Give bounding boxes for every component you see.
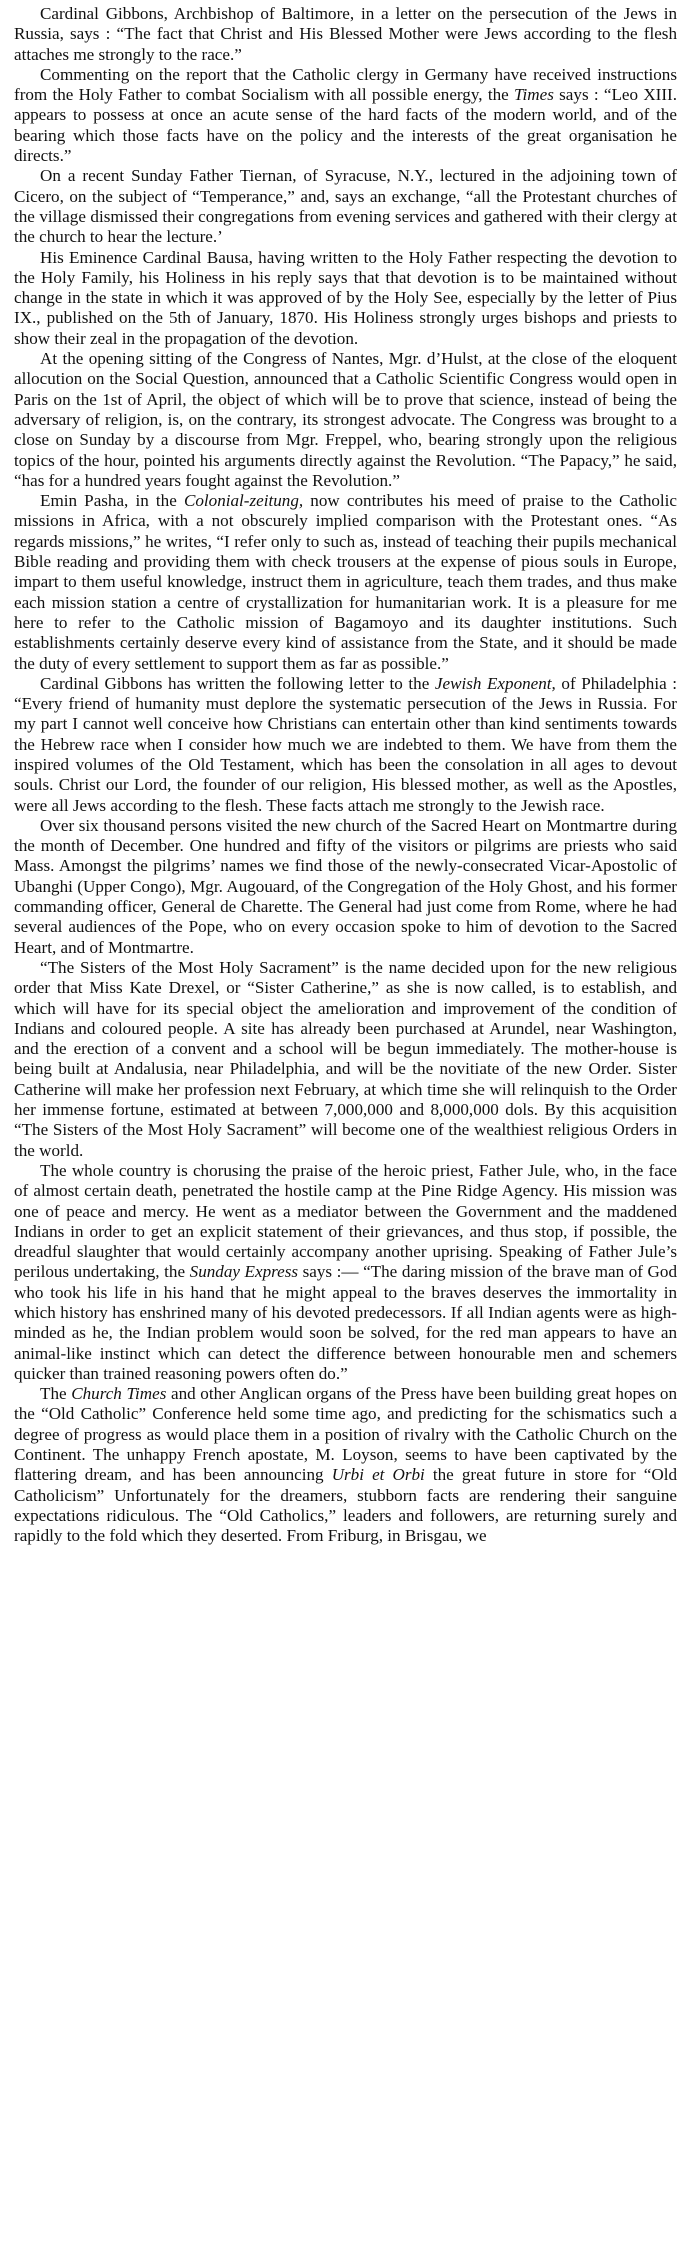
publication-title: Colonial-zeitung, bbox=[183, 491, 304, 511]
paragraph-emin-pasha bbox=[14, 491, 677, 674]
publication-title: Sunday Express bbox=[189, 1262, 299, 1282]
paragraph-text: Emin Pasha, in the bbox=[40, 491, 184, 511]
paragraph-text: the great future in store for “Old Catholicism” Unfortunately for the dreamers, stubborn facts are rendering their sanguine expectations ridiculous. The “Old Catholics,” leaders and followers, are returning surely and rapidly to the fold which they deserted. From Friburg, in Brisgau, we bbox=[14, 1465, 677, 1546]
paragraph-text: The bbox=[40, 1384, 72, 1404]
paragraph-text: says : “Leo XIII. appears to possess at once an acute sense of the hard facts of the modern world, and of the bearing which those facts have on the policy and the interests of the great organisation he directs.” bbox=[14, 85, 678, 166]
paragraph-catholic-clergy-germany bbox=[14, 65, 677, 166]
publication-title: Church Times bbox=[71, 1384, 167, 1404]
paragraph-text: “The Sisters of the Most Holy Sacrament” is the name decided upon for the new religious order that Miss Kate Drexel, or “Sister Catherine,” as she is now called, is to establish, and which will have for its special object the amelioration and improvement of the condition of Indians and coloured people. A site has already been purchased at Arundel, near Washington, and the erection of a convent and a school will be begun immediately. The mother-house is being built at Andalusia, near Philadelphia, and will be the novitiate of the new Order. Sister Catherine will make her profession next February, at which time she will relinquish to the Order her immense fortune, estimated at between 7,000,000 and 8,000,000 dols. By this acquisition “The Sisters of the Most Holy Sacrament” will become one of the wealthiest religious Orders in the world. bbox=[14, 957, 677, 1160]
paragraph-gibbons-persecution bbox=[14, 4, 677, 65]
paragraph-text: says :— “The daring mission of the brave man of God who took his life in his hand that he might appeal to the braves deserves the immortality in which history has enshrined many of his devoted predecessors. If all Indian agents were as high-minded as he, the Indian problem would soon be solved, for the red man appears to have an animal-like instinct which can detect the difference between honourable men and schemers quicker than trained reasoning powers often do.” bbox=[14, 1262, 677, 1383]
paragraph-sisters-blessed-sacrament bbox=[14, 958, 677, 1161]
paragraph-father-tiernan bbox=[14, 166, 677, 247]
paragraph-text: now contributes his meed of praise to the Catholic missions in Africa, with a not obscurely implied comparison with the Protestant ones. “As regards missions,” he writes, “I refer only to such as, instead of teaching their pupils mechanical Bible reading and providing them with check trousers at the expense of pious souls in Europe, impart to them useful knowledge, instruct them in agriculture, teach them trades, and thus make each mission station a centre of crystallization for humanitarian work. It is a pleasure for me here to refer to the Catholic mission of Bagamoyo and its daughter institutions. Such establishments certainly deserve every kind of assistance from the State, and it should be made the duty of every settlement to support them as far as possible.” bbox=[14, 491, 677, 673]
paragraph-cardinal-bausa bbox=[14, 248, 677, 349]
latin-phrase: Urbi et Orbi bbox=[331, 1465, 425, 1485]
paragraph-text: Cardinal Gibbons, Archbishop of Baltimore, in a letter on the persecution of the Jews in Russia, says : “The fact that Christ and His Blessed Mother were Jews according to the flesh attaches me strongly to the race.” bbox=[14, 4, 677, 64]
paragraph-text: The whole country is chorusing the praise of the heroic priest, Father Jule, who, in the face of almost certain death, penetrated the hostile camp at the Pine Ridge Agency. His mission was one of peace and mercy. He went as a mediator between the Government and the maddened Indians in order to get an explicit statement of their grievances, and thus stop, if possible, the dreadful slaughter that would certainly accompany another uprising. Speaking of Father Jule’s perilous undertaking, the bbox=[14, 1160, 677, 1282]
paragraph-text: Cardinal Gibbons has written the following letter to the bbox=[40, 673, 435, 693]
paragraph-sacred-heart-montmartre bbox=[14, 816, 677, 958]
paragraph-text: of Philadelphia : “Every friend of humanity must deplore the systematic persecution of the Jews in Russia. For my part I cannot well conceive how Christians can entertain other than kind sentiments towards the Hebrew race when I consider how much we are indebted to them. We have from them the inspired volumes of the Old Testament, which has been the consolation in all ages to devout souls. Christ our Lord, the founder of our religion, His blessed mother, as well as the Apostles, were all Jews according to the flesh. These facts attach me strongly to the Jewish race. bbox=[14, 673, 678, 815]
paragraph-text: and other Anglican organs of the Press have been building great hopes on the “Old Catholic” Conference held some time ago, and predicting for the schismatics such a degree of progress as would place them in a position of rivalry with the Catholic Church on the Continent. The unhappy French apostate, M. Loyson, seems to have been captivated by the flattering dream, and has been announcing bbox=[14, 1384, 678, 1485]
paragraph-old-catholic-conference bbox=[14, 1384, 677, 1546]
paragraph-text: His Eminence Cardinal Bausa, having written to the Holy Father respecting the devotion to the Holy Family, his Holiness in his reply says that that devotion is to be maintained without change in the state in which it was approved of by the Holy See, especially by the letter of Pius IX., published on the 5th of January, 1870. His Holiness strongly urges bishops and priests to show their zeal in the propagation of the devotion. bbox=[14, 247, 677, 348]
paragraph-text: Commenting on the report that the Catholic clergy in Germany have received instructions from the Holy Father to combat Socialism with all possible energy, the bbox=[14, 64, 677, 105]
paragraph-text: At the opening sitting of the Congress of Nantes, Mgr. d’Hulst, at the close of the eloquent allocution on the Social Question, announced that a Catholic Scientific Congress would open in Paris on the 1st of April, the object of which will be to prove that science, instead of being the adversary of religion, is, on the contrary, its strongest advocate. The Congress was brought to a close on Sunday by a discourse from Mgr. Freppel, who, bearing strongly upon the religious topics of the hour, pointed his arguments directly against the Revolution. “The Papacy,” he said, “has for a hundred years fought against the Revolution.” bbox=[14, 349, 677, 490]
publication-title: Times bbox=[513, 85, 554, 105]
paragraph-gibbons-jewish-exponent bbox=[14, 674, 677, 816]
paragraph-text: Over six thousand persons visited the new church of the Sacred Heart on Montmartre during the month of December. One hundred and fifty of the visitors or pilgrims are priests who said Mass. Amongst the pilgrims’ names we find those of the newly-consecrated Vicar-Apostolic of Ubanghi (Upper Congo), Mgr. Augouard, of the Congregation of the Holy Ghost, and his former commanding officer, General de Charette. The General had just come from Rome, where he had several audiences of the Pope, who on every occasion spoke to him of devotion to the Sacred Heart, and of Montmartre. bbox=[14, 815, 677, 957]
paragraph-text: On a recent Sunday Father Tiernan, of Syracuse, N.Y., lectured in the adjoining town of Cicero, on the subject of “Temperance,” and, says an exchange, “all the Protestant churches of the village dismissed their congregations from evening services and gathered with their clergy at the church to hear the lecture.’ bbox=[14, 166, 677, 247]
publication-title: Jewish Exponent, bbox=[434, 673, 556, 693]
paragraph-father-jule bbox=[14, 1161, 677, 1384]
paragraph-congress-nantes bbox=[14, 349, 677, 491]
